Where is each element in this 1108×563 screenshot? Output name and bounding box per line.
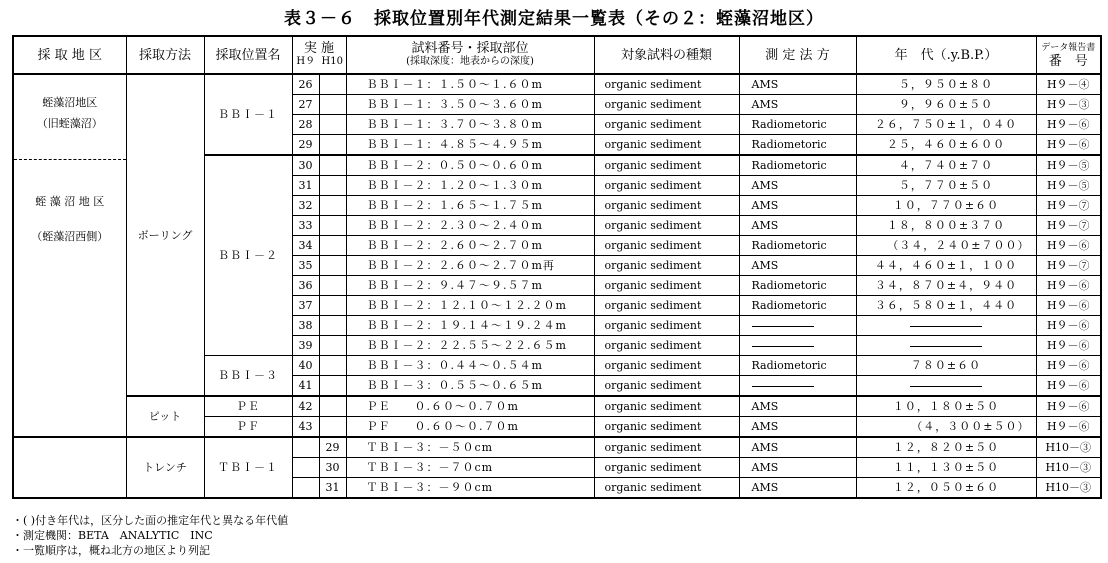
cell-h9: 37 [292, 296, 319, 316]
position-bbi3: ＢＢＩ－３ [204, 356, 292, 397]
cell-age: （４，３００±５０） [856, 417, 1036, 438]
header-type: 対象試料の種類 [594, 36, 739, 74]
cell-type: organic sediment [594, 176, 739, 196]
cell-type: organic sediment [594, 458, 739, 478]
cell-measure: Radiometoric [739, 236, 856, 256]
table-row [13, 74, 1101, 95]
cell-sample: ＢＢＩ－１：１.５０～１.６０m [346, 74, 594, 95]
method-trench: トレンチ [126, 437, 204, 498]
position-tbi1: ＴＢＩ－１ [204, 437, 292, 498]
cell-sample: ＰＥ ０.６０～０.７０m [346, 396, 594, 417]
dash-line [910, 326, 982, 327]
cell-h9: 26 [292, 74, 319, 95]
cell-h9: 41 [292, 376, 319, 397]
cell-h9 [292, 437, 319, 458]
cell-report: H９－⑤ [1036, 176, 1101, 196]
cell-type: organic sediment [594, 74, 739, 95]
cell-type: organic sediment [594, 376, 739, 397]
header-impl [292, 36, 346, 74]
dash-line [910, 346, 982, 347]
cell-age: １２，８２０±５０ [856, 437, 1036, 458]
cell-age: ４，７４０±７０ [856, 155, 1036, 176]
position-pf: ＰＦ [204, 417, 292, 438]
cell-h9: 30 [292, 155, 319, 176]
cell-report: H９－⑦ [1036, 256, 1101, 276]
cell-sample: ＢＢＩ－３：０.５５～０.６５m [346, 376, 594, 397]
cell-h10 [319, 216, 346, 236]
cell-age: ２６，７５０±１，０４０ [856, 115, 1036, 135]
area-cell-blank [13, 437, 126, 498]
cell-measure: AMS [739, 437, 856, 458]
cell-sample: ＢＢＩ－１：４.８５～４.９５m [346, 135, 594, 156]
cell-h10 [319, 236, 346, 256]
header-report-top: データ報告書 [1041, 43, 1096, 53]
cell-h10 [319, 256, 346, 276]
cell-age [856, 376, 1036, 397]
cell-h10 [319, 336, 346, 356]
cell-age [856, 316, 1036, 336]
header-impl-h9: H９ [296, 56, 316, 67]
cell-age: （３４，２４０±７００） [856, 236, 1036, 256]
cell-age: ２５，４６０±６００ [856, 135, 1036, 156]
cell-sample: ＢＢＩ－２：２.６０～２.７０m [346, 236, 594, 256]
cell-h9 [292, 458, 319, 478]
cell-age: ９，９６０±５０ [856, 95, 1036, 115]
note-1: ・( )付き年代は，区分した面の推定年代と異なる年代値 [12, 514, 289, 527]
header-report [1036, 36, 1101, 74]
cell-h9: 38 [292, 316, 319, 336]
cell-age: １０，７７０±６０ [856, 196, 1036, 216]
area-1-sub: （旧蛭藻沼） [36, 117, 103, 130]
cell-sample: ＢＢＩ－２：１.２０～１.３０m [346, 176, 594, 196]
cell-age: ３４，８７０±４，９４０ [856, 276, 1036, 296]
cell-type: organic sediment [594, 115, 739, 135]
cell-h9: 43 [292, 417, 319, 438]
header-report-sub: 番 号 [1048, 54, 1088, 69]
cell-h10 [319, 417, 346, 438]
table-row [13, 437, 1101, 458]
cell-sample: ＢＢＩ－３：０.４４～０.５４m [346, 356, 594, 376]
header-position: 採取位置名 [204, 36, 292, 74]
header-measure: 測 定 法 方 [739, 36, 856, 74]
cell-report: H９－③ [1036, 95, 1101, 115]
cell-type: organic sediment [594, 336, 739, 356]
cell-sample: ＢＢＩ－１：３.５０～３.６０m [346, 95, 594, 115]
cell-sample: ＢＢＩ－２：０.５０～０.６０m [346, 155, 594, 176]
cell-age: ７８０±６０ [856, 356, 1036, 376]
cell-report: H10－③ [1036, 478, 1101, 499]
cell-measure: AMS [739, 256, 856, 276]
cell-age: ３６，５８０±１，４４０ [856, 296, 1036, 316]
cell-sample: ＴＢＩ－３：－７０cm [346, 458, 594, 478]
position-pe: ＰＥ [204, 396, 292, 417]
cell-age: １１，１３０±５０ [856, 458, 1036, 478]
cell-h10 [319, 376, 346, 397]
cell-h10 [319, 356, 346, 376]
cell-type: organic sediment [594, 236, 739, 256]
cell-h10 [319, 176, 346, 196]
cell-h9: 36 [292, 276, 319, 296]
cell-h9: 39 [292, 336, 319, 356]
cell-type: organic sediment [594, 296, 739, 316]
cell-type: organic sediment [594, 256, 739, 276]
cell-type: organic sediment [594, 196, 739, 216]
cell-age [856, 336, 1036, 356]
header-row [13, 36, 1101, 74]
area-2-name: 蛭 藻 沼 地 区 [35, 195, 105, 208]
cell-h9: 28 [292, 115, 319, 135]
results-table [12, 35, 1102, 499]
method-pit: ピット [126, 396, 204, 437]
cell-sample: ＢＢＩ－２：２２.５５～２２.６５m [346, 336, 594, 356]
cell-report: H９－⑥ [1036, 336, 1101, 356]
cell-h10 [319, 155, 346, 176]
cell-measure [739, 316, 856, 336]
cell-h10 [319, 316, 346, 336]
cell-measure [739, 376, 856, 397]
cell-report: H９－⑥ [1036, 296, 1101, 316]
cell-measure: AMS [739, 196, 856, 216]
header-area: 採 取 地 区 [13, 36, 126, 74]
cell-type: organic sediment [594, 356, 739, 376]
cell-h10 [319, 74, 346, 95]
cell-age: １８，８００±３７０ [856, 216, 1036, 236]
header-impl-h10: H10 [321, 56, 343, 67]
note-3: ・一覧順序は，概ね北方の地区より列記 [12, 544, 210, 557]
cell-measure: AMS [739, 417, 856, 438]
area-2-sub: （蛭藻沼西側） [31, 230, 109, 243]
header-sample [346, 36, 594, 74]
cell-type: organic sediment [594, 316, 739, 336]
cell-measure: Radiometoric [739, 115, 856, 135]
cell-h9: 42 [292, 396, 319, 417]
dash-line [752, 326, 814, 327]
cell-h9: 32 [292, 196, 319, 216]
cell-age: １２，０５０±６０ [856, 478, 1036, 499]
cell-age: ４４，４６０±１，１００ [856, 256, 1036, 276]
cell-measure: Radiometoric [739, 296, 856, 316]
cell-h10 [319, 115, 346, 135]
cell-sample: ＢＢＩ－２：２.６０～２.７０m再 [346, 256, 594, 276]
cell-measure: AMS [739, 176, 856, 196]
cell-h9: 34 [292, 236, 319, 256]
cell-sample: ＢＢＩ－２：１９.１４～１９.２４m [346, 316, 594, 336]
cell-measure: Radiometoric [739, 356, 856, 376]
cell-report: H９－⑤ [1036, 155, 1101, 176]
cell-sample: ＰＦ ０.６０～０.７０m [346, 417, 594, 438]
header-method: 採取方法 [126, 36, 204, 74]
cell-type: organic sediment [594, 396, 739, 417]
area-1-name: 蛭藻沼地区 [42, 96, 98, 109]
cell-sample: ＢＢＩ－１：３.７０～３.８０m [346, 115, 594, 135]
cell-type: organic sediment [594, 417, 739, 438]
header-sample-top: 試料番号・採取部位 [411, 41, 529, 56]
cell-report: H９－⑥ [1036, 135, 1101, 156]
cell-h10 [319, 296, 346, 316]
cell-age: ５，９５０±８０ [856, 74, 1036, 95]
header-age: 年 代（.y.B.P.） [856, 36, 1036, 74]
table-row [13, 396, 1101, 417]
cell-age: ５，７７０±５０ [856, 176, 1036, 196]
cell-h9: 33 [292, 216, 319, 236]
header-sample-sub: (採取深度：地表からの深度) [406, 56, 534, 67]
cell-measure: AMS [739, 396, 856, 417]
cell-measure: Radiometoric [739, 135, 856, 156]
cell-h10: 31 [319, 478, 346, 499]
cell-h10: 30 [319, 458, 346, 478]
cell-h9: 27 [292, 95, 319, 115]
method-boring: ボーリング [126, 74, 204, 396]
cell-type: organic sediment [594, 437, 739, 458]
cell-measure: AMS [739, 216, 856, 236]
cell-type: organic sediment [594, 276, 739, 296]
page-title: 表３－６ 採取位置別年代測定結果一覧表（その２：蛭藻沼地区） [284, 9, 824, 29]
cell-h9: 29 [292, 135, 319, 156]
cell-h9: 35 [292, 256, 319, 276]
cell-report: H９－⑥ [1036, 115, 1101, 135]
cell-measure: Radiometoric [739, 276, 856, 296]
cell-measure: AMS [739, 95, 856, 115]
cell-measure [739, 336, 856, 356]
cell-type: organic sediment [594, 135, 739, 156]
notes [12, 513, 288, 558]
cell-report: H９－⑥ [1036, 236, 1101, 256]
note-2: ・測定機関：BETA ANALYTIC INC [12, 529, 213, 542]
header-impl-top: 実 施 [303, 41, 335, 56]
cell-measure: AMS [739, 458, 856, 478]
cell-h10: 29 [319, 437, 346, 458]
cell-measure: AMS [739, 478, 856, 499]
cell-report: H９－⑦ [1036, 216, 1101, 236]
cell-report: H９－⑥ [1036, 316, 1101, 336]
dash-line [910, 386, 982, 387]
cell-report: H10－③ [1036, 437, 1101, 458]
cell-report: H９－⑥ [1036, 276, 1101, 296]
cell-report: H９－⑥ [1036, 356, 1101, 376]
cell-h9: 31 [292, 176, 319, 196]
position-bbi1: ＢＢＩ－１ [204, 74, 292, 155]
cell-h10 [319, 95, 346, 115]
cell-sample: ＢＢＩ－２：９.４７～９.５７m [346, 276, 594, 296]
cell-report: H10－③ [1036, 458, 1101, 478]
cell-measure: Radiometoric [739, 155, 856, 176]
cell-sample: ＢＢＩ－２：２.３０～２.４０m [346, 216, 594, 236]
cell-report: H９－⑥ [1036, 396, 1101, 417]
cell-type: organic sediment [594, 478, 739, 499]
cell-h9 [292, 478, 319, 499]
dash-line [752, 346, 814, 347]
cell-measure: AMS [739, 74, 856, 95]
dash-line [752, 386, 814, 387]
cell-report: H９－⑥ [1036, 376, 1101, 397]
cell-h10 [319, 196, 346, 216]
position-bbi2: ＢＢＩ－２ [204, 155, 292, 356]
cell-type: organic sediment [594, 155, 739, 176]
cell-h10 [319, 276, 346, 296]
cell-sample: ＢＢＩ－２：１２.１０～１２.２０m [346, 296, 594, 316]
cell-type: organic sediment [594, 95, 739, 115]
cell-h9: 40 [292, 356, 319, 376]
cell-sample: ＴＢＩ－３：－５０cm [346, 437, 594, 458]
cell-report: H９－⑦ [1036, 196, 1101, 216]
cell-type: organic sediment [594, 216, 739, 236]
cell-report: H９－④ [1036, 74, 1101, 95]
cell-age: １０，１８０±５０ [856, 396, 1036, 417]
area-cell [13, 74, 126, 437]
cell-h10 [319, 135, 346, 156]
cell-h10 [319, 396, 346, 417]
cell-report: H９－⑥ [1036, 417, 1101, 438]
cell-sample: ＢＢＩ－２：１.６５～１.７５m [346, 196, 594, 216]
cell-sample: ＴＢＩ－３：－９０cm [346, 478, 594, 499]
